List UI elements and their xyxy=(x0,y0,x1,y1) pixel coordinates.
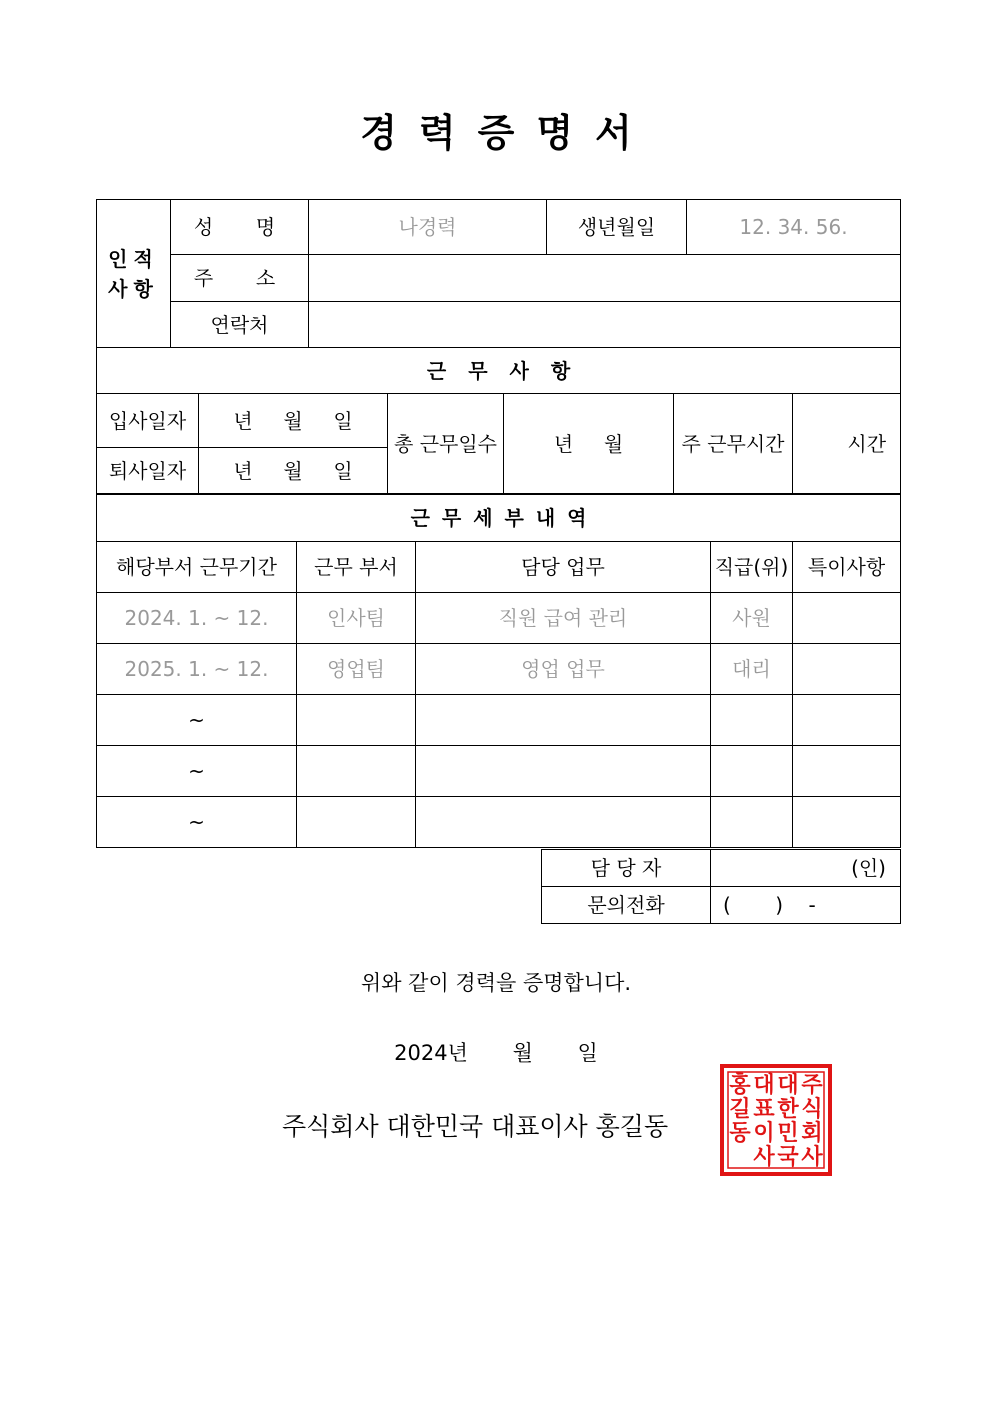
work-details-table xyxy=(96,494,901,848)
birth-value: 12. 34. 56. xyxy=(687,200,901,255)
company-seal-icon xyxy=(720,1064,832,1176)
seal-glyph: 한 xyxy=(777,1097,799,1122)
name-label: 성 명 xyxy=(171,200,309,255)
row-rank xyxy=(711,746,793,797)
phone-value: ( ) - xyxy=(711,887,901,924)
seal-glyph: 주 xyxy=(801,1073,823,1098)
day-unit: 일 xyxy=(333,458,353,483)
row-task: 영업 업무 xyxy=(416,644,711,695)
header-rank: 직급(위) xyxy=(711,542,793,593)
date-day: 일 xyxy=(577,1041,598,1065)
seal-glyph: 식 xyxy=(801,1097,823,1122)
name-value: 나경력 xyxy=(309,200,547,255)
row-note xyxy=(793,797,901,848)
date-year: 2024년 xyxy=(394,1041,468,1065)
seal-glyph: 회 xyxy=(801,1121,823,1146)
seal-glyph: 이 xyxy=(753,1121,775,1146)
row-rank xyxy=(711,695,793,746)
row-dept: 영업팀 xyxy=(297,644,416,695)
row-note xyxy=(793,746,901,797)
row-task xyxy=(416,797,711,848)
seal-glyph: 홍 xyxy=(729,1073,751,1098)
row-task xyxy=(416,746,711,797)
address-label: 주 소 xyxy=(171,255,309,302)
row-note xyxy=(793,593,901,644)
row-note xyxy=(793,644,901,695)
month-unit: 월 xyxy=(283,408,303,433)
seal-glyph: 사 xyxy=(801,1145,823,1170)
table-row xyxy=(97,746,901,797)
table-row xyxy=(97,593,901,644)
row-task xyxy=(416,695,711,746)
row-period: 2024. 1. ~ 12. xyxy=(97,593,297,644)
seal-glyph: 민 xyxy=(777,1121,799,1146)
employment-section-title: 근무사항 xyxy=(97,348,901,394)
phone-label: 문의전화 xyxy=(542,887,711,924)
weekly-hours-value: 시간 xyxy=(793,394,901,494)
month-unit: 월 xyxy=(283,458,303,483)
manager-seal-mark: (인) xyxy=(711,850,901,887)
row-dept xyxy=(297,695,416,746)
table-row xyxy=(97,797,901,848)
issue-date xyxy=(0,1037,992,1067)
row-rank: 대리 xyxy=(711,644,793,695)
contact-label: 연락처 xyxy=(171,302,309,348)
table-row xyxy=(97,644,901,695)
row-period: 2025. 1. ~ 12. xyxy=(97,644,297,695)
contact-table xyxy=(541,849,901,924)
date-month: 월 xyxy=(512,1041,533,1065)
header-period: 해당부서 근무기간 xyxy=(97,542,297,593)
header-dept: 근무 부서 xyxy=(297,542,416,593)
personal-section-label: 인적 사항 xyxy=(97,200,171,348)
row-rank xyxy=(711,797,793,848)
seal-glyph: 대 xyxy=(777,1073,799,1098)
row-dept xyxy=(297,746,416,797)
row-dept xyxy=(297,797,416,848)
manager-label: 담 당 자 xyxy=(542,850,711,887)
seal-glyph: 대 xyxy=(753,1073,775,1098)
join-date-value xyxy=(199,394,388,448)
row-note xyxy=(793,695,901,746)
row-task: 직원 급여 관리 xyxy=(416,593,711,644)
row-rank: 사원 xyxy=(711,593,793,644)
table-row xyxy=(97,695,901,746)
document-title: 경력증명서 xyxy=(360,111,654,155)
contact-value xyxy=(309,302,901,348)
seal-glyph: 사 xyxy=(753,1145,775,1170)
employment-table xyxy=(96,347,901,494)
personal-info-table xyxy=(96,199,901,348)
year-unit: 년 xyxy=(553,431,574,456)
leave-date-value xyxy=(199,448,388,494)
certification-statement: 위와 같이 경력을 증명합니다. xyxy=(360,971,632,995)
total-days-value xyxy=(504,394,674,494)
weekly-hours-label: 주 근무시간 xyxy=(674,394,793,494)
seal-glyph: 길 xyxy=(729,1097,751,1122)
company-representative: 주식회사 대한민국 대표이사 홍길동 xyxy=(282,1112,669,1141)
year-unit: 년 xyxy=(233,408,253,433)
day-unit: 일 xyxy=(333,408,353,433)
row-period: ~ xyxy=(97,695,297,746)
header-note: 특이사항 xyxy=(793,542,901,593)
row-period: ~ xyxy=(97,797,297,848)
leave-date-label: 퇴사일자 xyxy=(97,448,199,494)
month-unit: 월 xyxy=(603,431,624,456)
year-unit: 년 xyxy=(233,458,253,483)
total-days-label: 총 근무일수 xyxy=(388,394,504,494)
row-dept: 인사팀 xyxy=(297,593,416,644)
header-task: 담당 업무 xyxy=(416,542,711,593)
row-period: ~ xyxy=(97,746,297,797)
seal-glyph: 동 xyxy=(729,1121,751,1146)
details-section-title: 근무세부내역 xyxy=(97,495,901,542)
seal-glyph: 표 xyxy=(753,1097,775,1122)
address-value xyxy=(309,255,901,302)
seal-glyph: 국 xyxy=(777,1145,799,1170)
join-date-label: 입사일자 xyxy=(97,394,199,448)
birth-label: 생년월일 xyxy=(547,200,687,255)
